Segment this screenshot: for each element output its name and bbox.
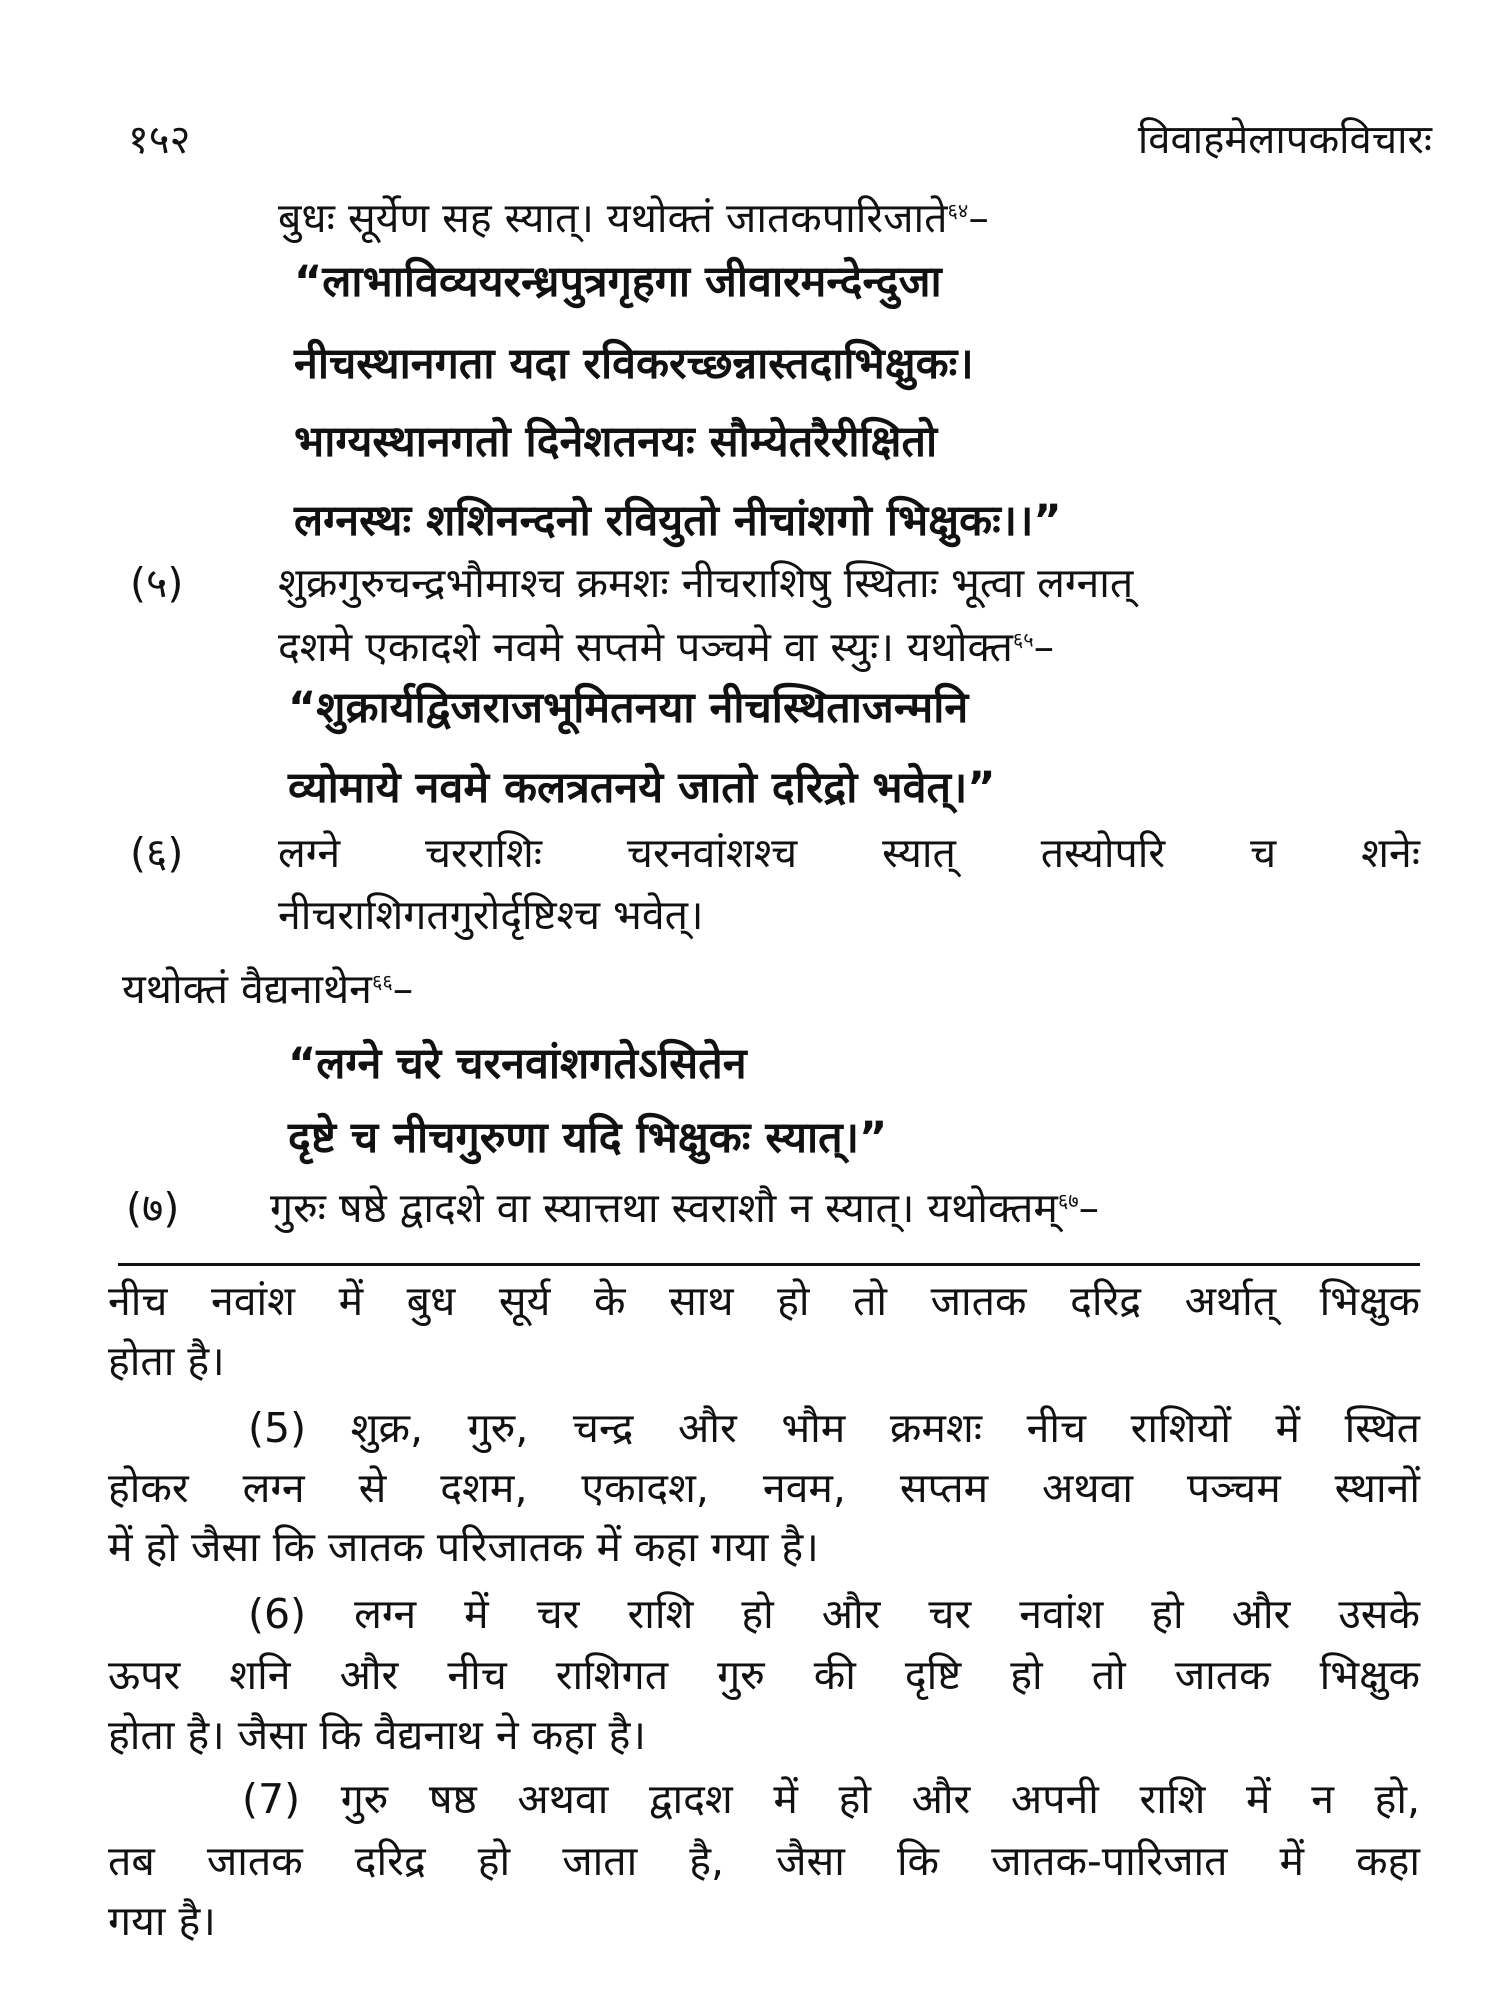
dash: – — [968, 194, 989, 242]
verse1-line3: भाग्यस्थानगतो दिनेशतनयः सौम्येतरैरीक्षितो — [294, 417, 938, 467]
hindi-p2-line3: में हो जैसा कि जातक परिजातक में कहा गया है। — [108, 1523, 819, 1571]
verse1-line1: “लाभाविव्ययरन्ध्रपुत्रगृहगा जीवारमन्देन्दुजा — [294, 257, 942, 307]
item-5-line2 — [278, 624, 1054, 671]
dash: – — [392, 965, 414, 1013]
vaidyanatha-line-text: यथोक्तं वैद्यनाथेन — [122, 965, 372, 1013]
footnote-66: ६६ — [371, 969, 393, 994]
page-number: १५२ — [128, 117, 191, 163]
hindi-p1-line2: होता है। — [108, 1337, 225, 1385]
item-6-number: (६) — [130, 829, 184, 877]
sanskrit-line-1 — [278, 195, 989, 242]
vaidyanatha-line — [122, 966, 413, 1013]
verse2-line1: “शुक्रार्यद्विजराजभूमितनया नीचस्थिताजन्मनि — [288, 683, 969, 733]
item-7-line-text: गुरुः षष्ठे द्वादशे वा स्यात्तथा स्वराशौ न स्यात्। यथोक्तम् — [270, 1184, 1058, 1232]
footnote-64: ६४ — [947, 198, 969, 223]
hindi-p2-line2: होकर लग्न से दशम, एकादश, नवम, सप्तम अथवा पञ्चम स्थानों — [108, 1464, 1420, 1512]
footnote-67: ६७ — [1057, 1188, 1079, 1213]
hindi-p4-line3: गया है। — [108, 1897, 216, 1945]
section-divider — [118, 1263, 1420, 1266]
footnote-65: ६५ — [1012, 627, 1034, 652]
dash: – — [1033, 623, 1055, 671]
verse1-line2: नीचस्थानगता यदा रविकरच्छन्नास्तदाभिक्षुकः। — [294, 339, 974, 389]
item-7-line — [270, 1185, 1099, 1232]
running-title: विवाहमेलापकविचारः — [1137, 117, 1432, 163]
sanskrit-line-1-text: बुधः सूर्येण सह स्यात्। यथोक्तं जातकपारिजाते — [278, 194, 948, 242]
hindi-p3-line2: ऊपर शनि और नीच राशिगत गुरु की दृष्टि हो तो जातक भिक्षुक — [108, 1651, 1420, 1699]
verse3-line2: दृष्टे च नीचगुरुणा यदि भिक्षुकः स्यात्।” — [288, 1113, 888, 1163]
hindi-p4-line1: (7) गुरु षष्ठ अथवा द्वादश में हो और अपनी राशि में न हो, — [242, 1775, 1420, 1823]
verse3-line1: “लग्ने चरे चरनवांशगतेऽसितेन — [288, 1039, 747, 1089]
verse2-line2: व्योमाये नवमे कलत्रतनये जातो दरिद्रो भवेत्।” — [288, 763, 996, 813]
verse1-line4: लग्नस्थः शशिनन्दनो रवियुतो नीचांशगो भिक्षुकः।।” — [294, 496, 1062, 546]
hindi-p3-line3: होता है। जैसा कि वैद्यनाथ ने कहा है। — [108, 1711, 646, 1759]
hindi-p1-line1: नीच नवांश में बुध सूर्य के साथ हो तो जातक दरिद्र अर्थात् भिक्षुक — [108, 1277, 1420, 1325]
item-7-number: (७) — [126, 1184, 180, 1232]
item-6-line2: नीचराशिगतगुरोर्दृष्टिश्च भवेत्। — [278, 891, 704, 939]
hindi-p4-line2: तब जातक दरिद्र हो जाता है, जैसा कि जातक-पारिजात में कहा — [108, 1837, 1420, 1885]
item-5-number: (५) — [130, 559, 184, 607]
hindi-p3-line1: (6) लग्न में चर राशि हो और चर नवांश हो और उसके — [248, 1590, 1420, 1638]
dash: – — [1078, 1184, 1100, 1232]
hindi-p2-line1: (5) शुक्र, गुरु, चन्द्र और भौम क्रमशः नीच राशियों में स्थित — [248, 1404, 1420, 1452]
item-5-line2-text: दशमे एकादशे नवमे सप्तमे पञ्चमे वा स्युः। यथोक्त — [278, 623, 1013, 671]
item-5-line1: शुक्रगुरुचन्द्रभौमाश्च क्रमशः नीचराशिषु स्थिताः भूत्वा लग्नात् — [278, 559, 1134, 607]
item-6-line1: लग्ने चरराशिः चरनवांशश्च स्यात् तस्योपरि च शनेः — [278, 829, 1420, 877]
